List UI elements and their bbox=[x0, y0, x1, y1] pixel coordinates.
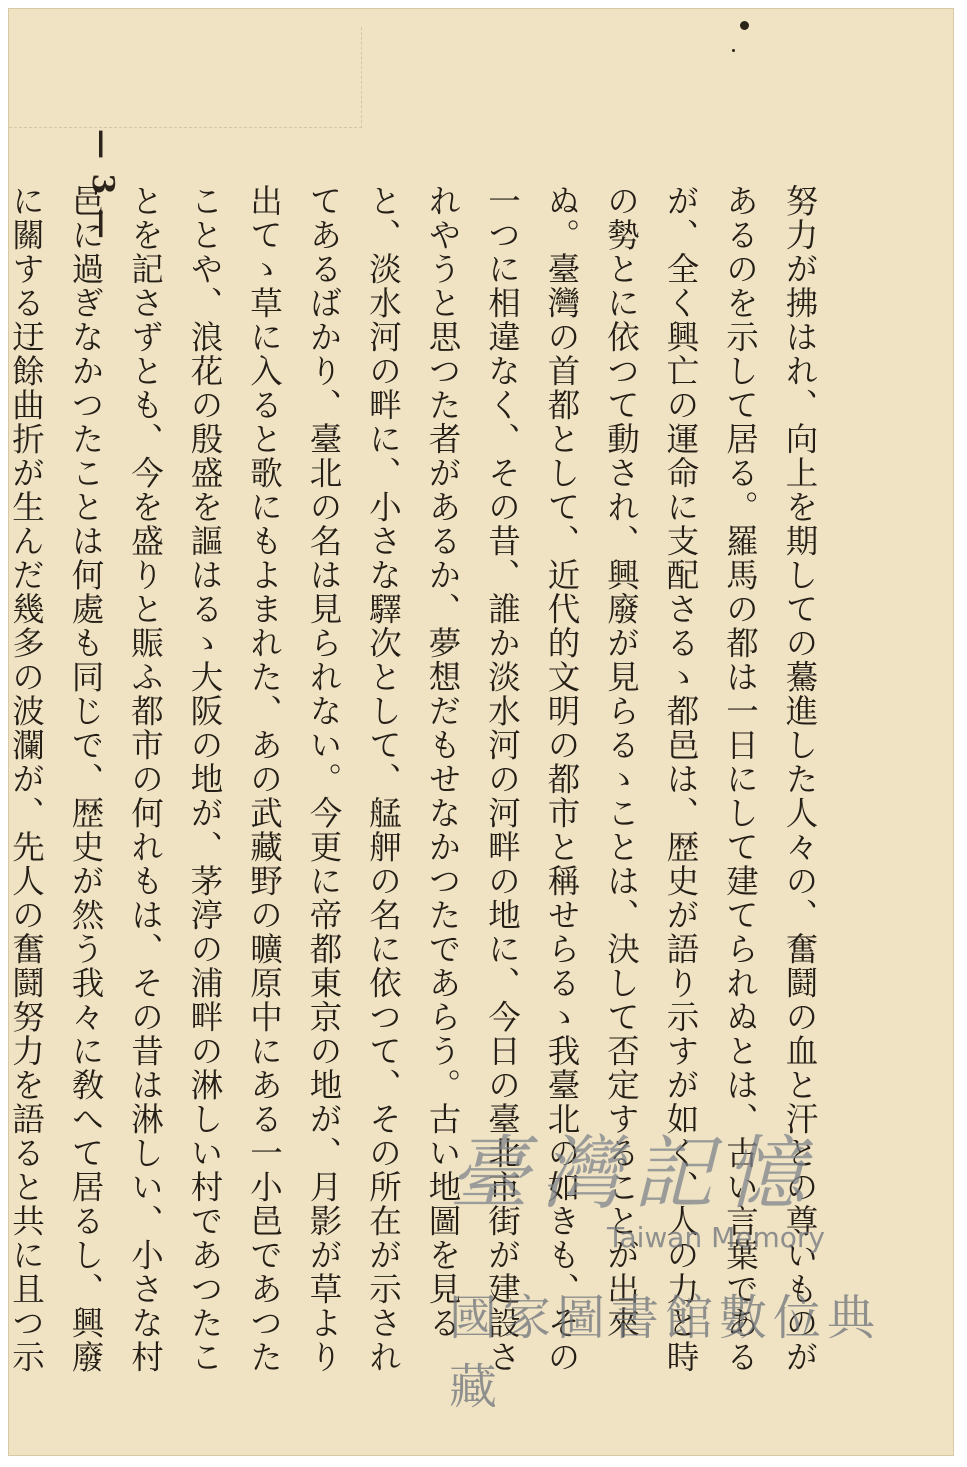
watermark-chinese: 國家圖書館數位典藏 bbox=[449, 1290, 882, 1415]
watermark-calligraphy: 臺灣記憶 bbox=[449, 1127, 817, 1220]
document-page bbox=[8, 8, 954, 1456]
paper-fold-mark bbox=[9, 27, 362, 128]
watermark-english: Taiwan Memory bbox=[607, 1221, 825, 1254]
page-number: — 3 — bbox=[85, 129, 120, 241]
body-paragraph: 努力が拂はれ、向上を期しての驀進した人々の、奮鬪の血と汗との尊いものがあるのを示して居る。羅馬の都は一日にして建てられぬとは、古い言葉であるが、全く興亡の運命に支配さるゝ都邑は、歴史が語り示すが如く、人の力と時の勢とに依つて動され、興廢が見らるゝことは、決して否定することが出來ぬ。臺灣の首都として、近代的文明の都市と稱せらるゝ我臺北の如きも、その一つに相違なく、その昔、誰か淡水河の河畔の地に、今日の臺北市街が建設されやうと思つた者があるか、夢想だもせなかつたであらう。古い地圖を見ると、淡水河の畔に、小さな驛次として、艋舺の名に依つて、その所在が示されてあるばかり、臺北の名は見られない。今更に帝都東京の地が、月影が草より出てゝ草に入ると歌にもよまれた、あの武藏野の曠原中にある一小邑であつたことや、浪花の殷盛を謳はるゝ大阪の地が、茅渟の浦畔の淋しい村であつたことを記さずとも、今を盛りと賑ふ都市の何れもは、その昔は淋しい、小さな村邑に過ぎなかつたことは何處も同じで、歴史が然う我々に敎へて居るし、興廢に關する迂餘曲折が生んだ幾多の波瀾が、先人の奮鬪努力を語ると共に且つ示 bbox=[7, 184, 819, 1374]
ink-spot bbox=[740, 21, 749, 30]
taiwan-memory-watermark bbox=[429, 1109, 909, 1415]
ink-spot-small bbox=[732, 49, 735, 52]
